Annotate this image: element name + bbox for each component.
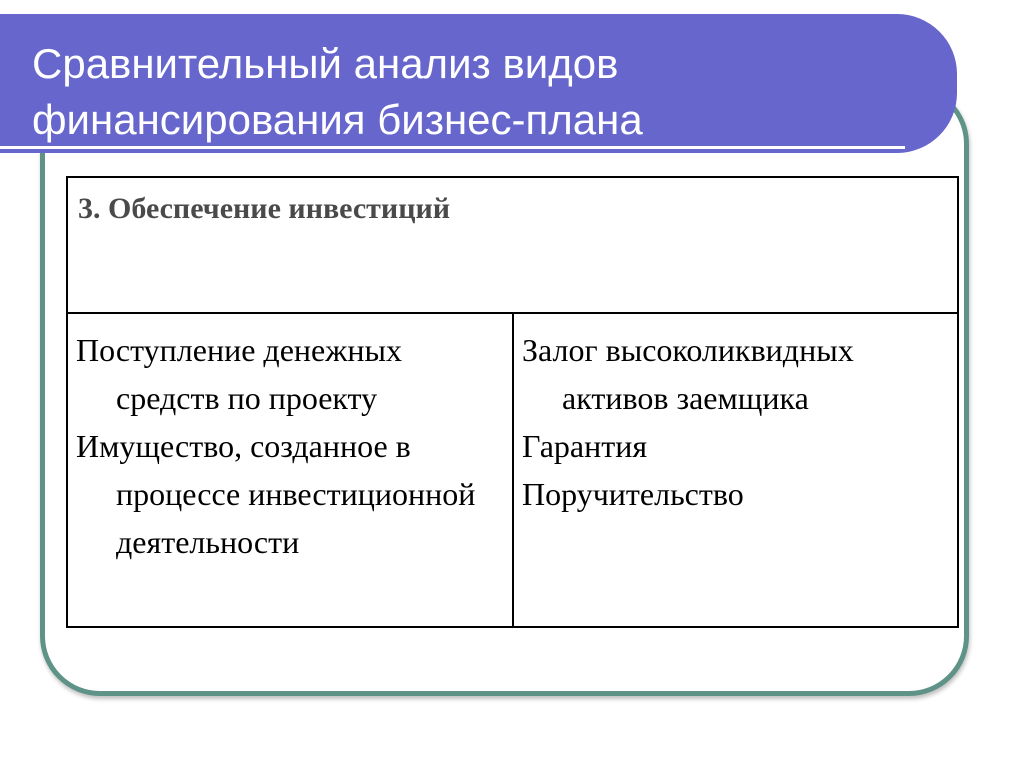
list-item: Поручительство [522, 476, 744, 512]
left-column-cell [67, 313, 513, 627]
title-banner [0, 14, 957, 153]
right-column-cell [513, 313, 958, 627]
list-item: Залог высоколиквидных активов заемщика [522, 332, 854, 416]
title-line-2: финансирования бизнес-плана [32, 96, 643, 143]
comparison-table [66, 176, 959, 628]
table-row [67, 313, 958, 627]
list-item: Поступление денежных средств по проекту [76, 332, 402, 416]
list-item: Имущество, созданное в процессе инвестиционной деятельности [76, 428, 476, 560]
title-line-1: Сравнительный анализ видов [32, 40, 619, 87]
table-header-row [67, 177, 958, 313]
list-item: Гарантия [522, 428, 648, 464]
table-header-cell [67, 177, 958, 313]
table-header-text: 3. Обеспечение инвестиций [78, 192, 451, 225]
title-underline [0, 146, 905, 149]
